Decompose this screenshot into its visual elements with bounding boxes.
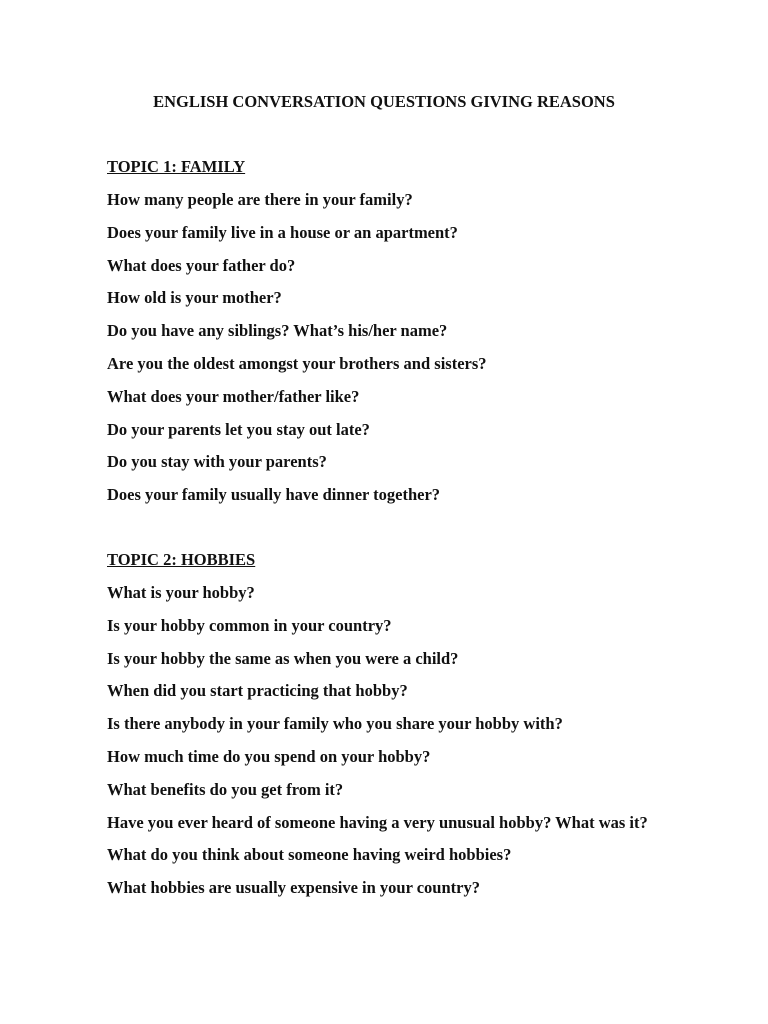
question-item: What do you think about someone having weird hobbies? [107,845,512,865]
question-item: Have you ever heard of someone having a very unusual hobby? What was it? [107,812,648,832]
question-item: What does your father do? [107,255,296,275]
question-item: What hobbies are usually expensive in your country? [107,878,480,898]
question-item: What is your hobby? [107,583,255,602]
question-item: Is there anybody in your family who you share your hobby with? [107,714,563,734]
question-item: Is your hobby common in your country? [107,615,392,635]
topic-hobbies-heading: TOPIC 2: HOBBIES [107,550,256,569]
topic-family-question-list [107,190,667,505]
question-item: Do you stay with your parents? [107,452,327,472]
topic-family-section [107,157,667,518]
question-item: Do your parents let you stay out late? [107,419,370,439]
question-item: How old is your mother? [107,288,282,308]
question-item: How much time do you spend on your hobby? [107,746,431,766]
question-item: How many people are there in your family? [107,190,413,209]
question-item: Do you have any siblings? What’s his/her name? [107,321,448,341]
question-item: What benefits do you get from it? [107,779,344,799]
question-item: Does your family live in a house or an apartment? [107,222,458,242]
question-item: What does your mother/father like? [107,386,360,406]
question-item: Is your hobby the same as when you were a child? [107,648,459,668]
topic-hobbies-section [107,550,667,911]
question-item: Are you the oldest amongst your brothers and sisters? [107,353,487,373]
document-title: ENGLISH CONVERSATION QUESTIONS GIVING REASONS [153,92,615,111]
topic-family-heading: TOPIC 1: FAMILY [107,157,246,176]
question-item: Does your family usually have dinner together? [107,485,441,505]
topic-hobbies-question-list [107,583,667,898]
question-item: When did you start practicing that hobby? [107,681,408,701]
